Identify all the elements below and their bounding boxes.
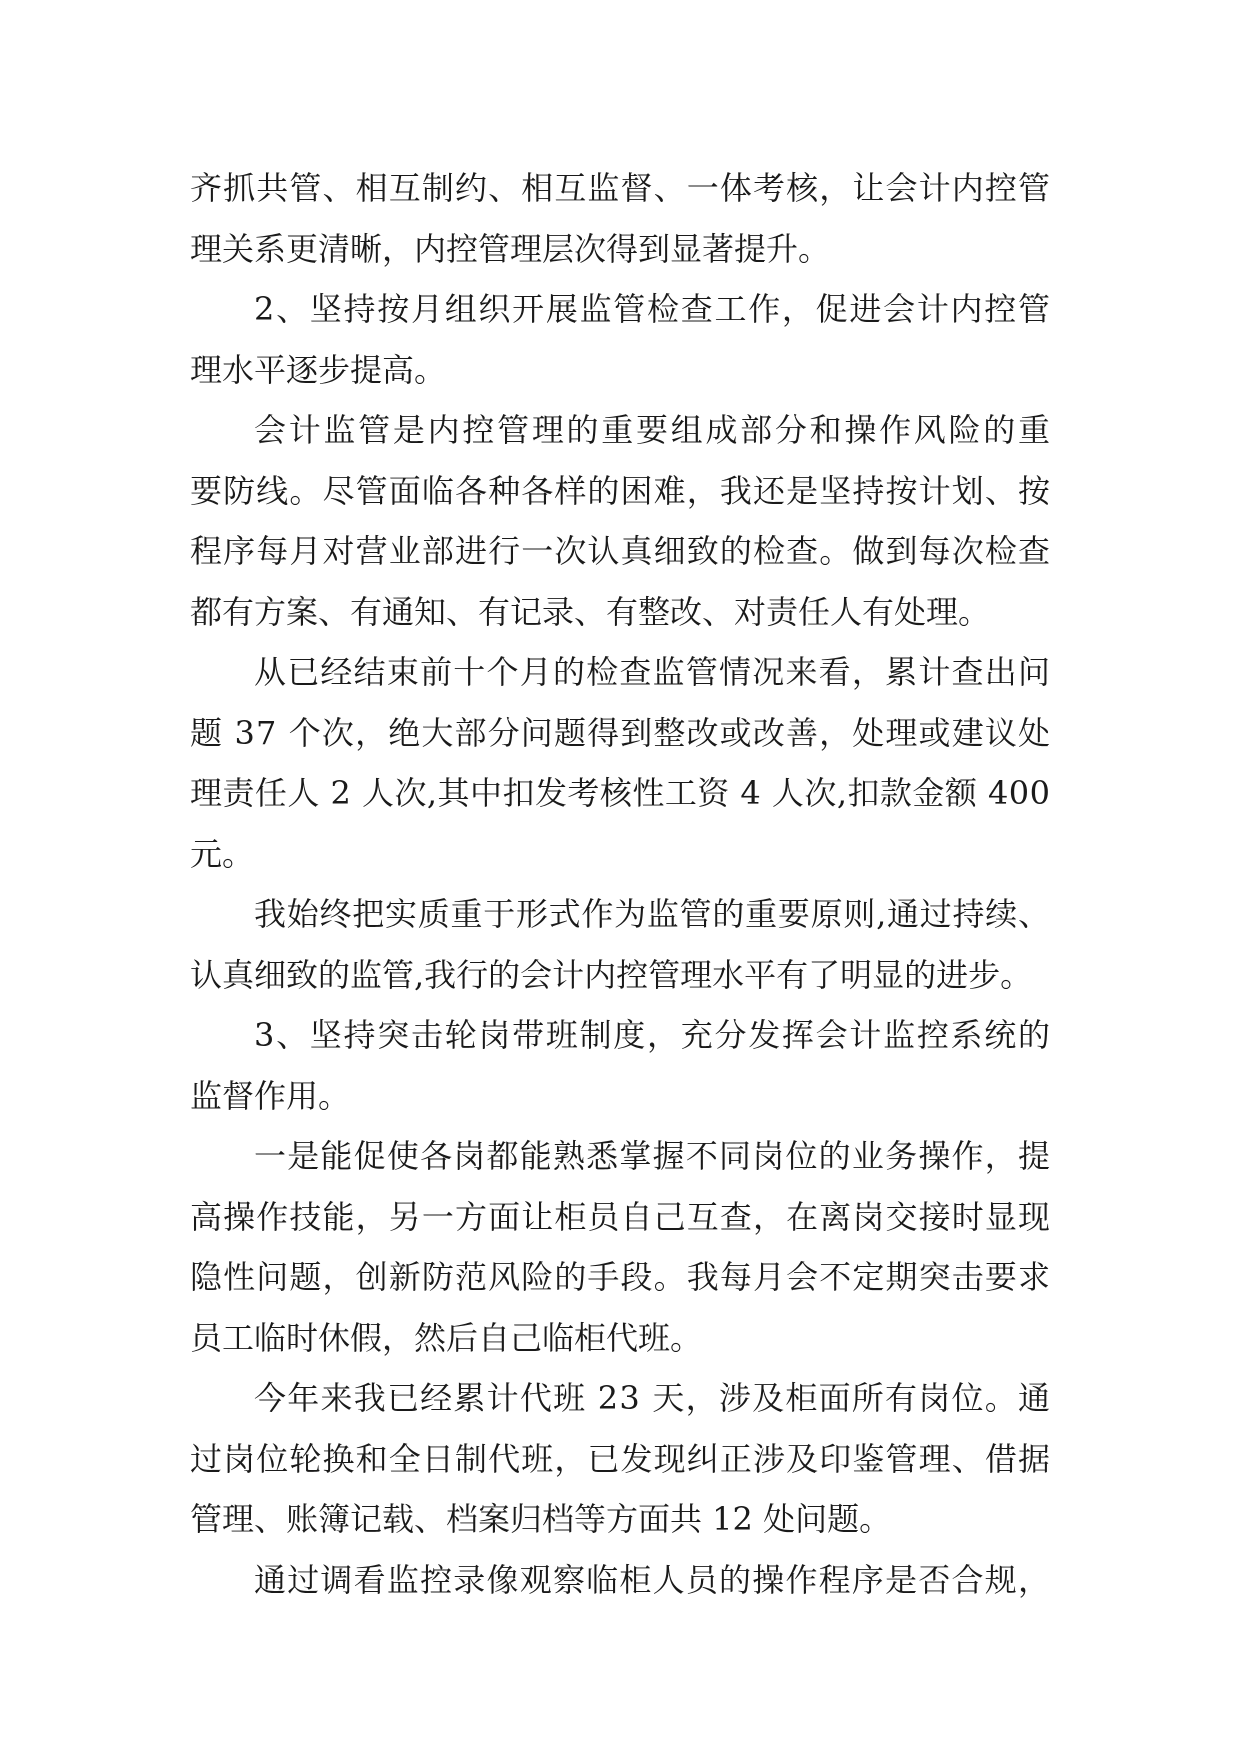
- text-line: [190, 1550, 1050, 1611]
- text-line: [190, 1126, 1050, 1187]
- text-line-content: 程序每月对营业部进行一次认真细致的检查。做到每次检查: [190, 532, 1052, 570]
- text-line-content: 3、坚持突击轮岗带班制度，充分发挥会计监控系统的: [254, 1016, 1052, 1054]
- text-line-content: 都有方案、有通知、有记录、有整改、对责任人有处理。: [190, 592, 991, 631]
- text-line-content: 理关系更清晰，内控管理层次得到显著提升。: [190, 229, 831, 268]
- text-line: [190, 1489, 1050, 1550]
- text-line: [190, 340, 1050, 401]
- text-line: [190, 158, 1050, 219]
- text-line-content: 监督作用。: [190, 1076, 351, 1115]
- text-line: [190, 945, 1050, 1006]
- text-line-content: 理责任人 2 人次,其中扣发考核性工资 4 人次,扣款金额 400: [190, 774, 1051, 812]
- text-line: [190, 461, 1050, 522]
- text-line: [190, 1066, 1050, 1127]
- text-line: [190, 1368, 1050, 1429]
- text-line: [190, 642, 1050, 703]
- text-line: [190, 279, 1050, 340]
- text-line: [190, 703, 1050, 764]
- text-line: [190, 521, 1050, 582]
- text-line-content: 管理、账簿记载、档案归档等方面共 12 处问题。: [190, 1500, 892, 1538]
- text-line: [190, 582, 1050, 643]
- text-line: [190, 763, 1050, 824]
- text-line-content: 过岗位轮换和全日制代班，已发现纠正涉及印鉴管理、借据: [190, 1439, 1052, 1478]
- body-text: [190, 158, 1053, 1610]
- text-line-content: 隐性问题，创新防范风险的手段。我每月会不定期突击要求: [190, 1258, 1052, 1296]
- text-line: [190, 1429, 1050, 1490]
- text-line: [190, 1005, 1050, 1066]
- text-line-content: 齐抓共管、相互制约、相互监督、一体考核，让会计内控管: [190, 169, 1052, 207]
- text-line-content: 会计监管是内控管理的重要组成部分和操作风险的重: [254, 411, 1053, 449]
- text-line-content: 我始终把实质重于形式作为监管的重要原则,通过持续、: [254, 895, 1051, 933]
- text-line: [190, 219, 1050, 280]
- text-line: [190, 1247, 1050, 1308]
- text-line-content: 通过调看监控录像观察临柜人员的操作程序是否合规，: [254, 1560, 1052, 1599]
- text-line: [190, 1308, 1050, 1369]
- text-line-content: 题 37 个次，绝大部分问题得到整改或改善，处理或建议处: [190, 713, 1052, 752]
- text-line-content: 从已经结束前十个月的检查监管情况来看，累计查出问: [254, 653, 1052, 691]
- text-line-content: 元。: [190, 834, 255, 873]
- text-line-content: 要防线。尽管面临各种各样的困难，我还是坚持按计划、按: [190, 471, 1052, 510]
- text-line: [190, 884, 1050, 945]
- text-line-content: 认真细致的监管,我行的会计内控管理水平有了明显的进步。: [190, 955, 1033, 994]
- text-line-content: 理水平逐步提高。: [190, 350, 447, 389]
- text-line-content: 员工临时休假，然后自己临柜代班。: [190, 1318, 703, 1357]
- text-line: [190, 400, 1053, 461]
- text-line-content: 2、坚持按月组织开展监管检查工作，促进会计内控管: [254, 290, 1052, 328]
- text-line-content: 今年来我已经累计代班 23 天，涉及柜面所有岗位。通: [254, 1379, 1052, 1417]
- text-line-content: 高操作技能，另一方面让柜员自己互查，在离岗交接时显现: [190, 1197, 1052, 1236]
- text-line: [190, 824, 1050, 885]
- text-line-content: 一是能促使各岗都能熟悉掌握不同岗位的业务操作，提: [254, 1137, 1052, 1175]
- text-line: [190, 1187, 1050, 1248]
